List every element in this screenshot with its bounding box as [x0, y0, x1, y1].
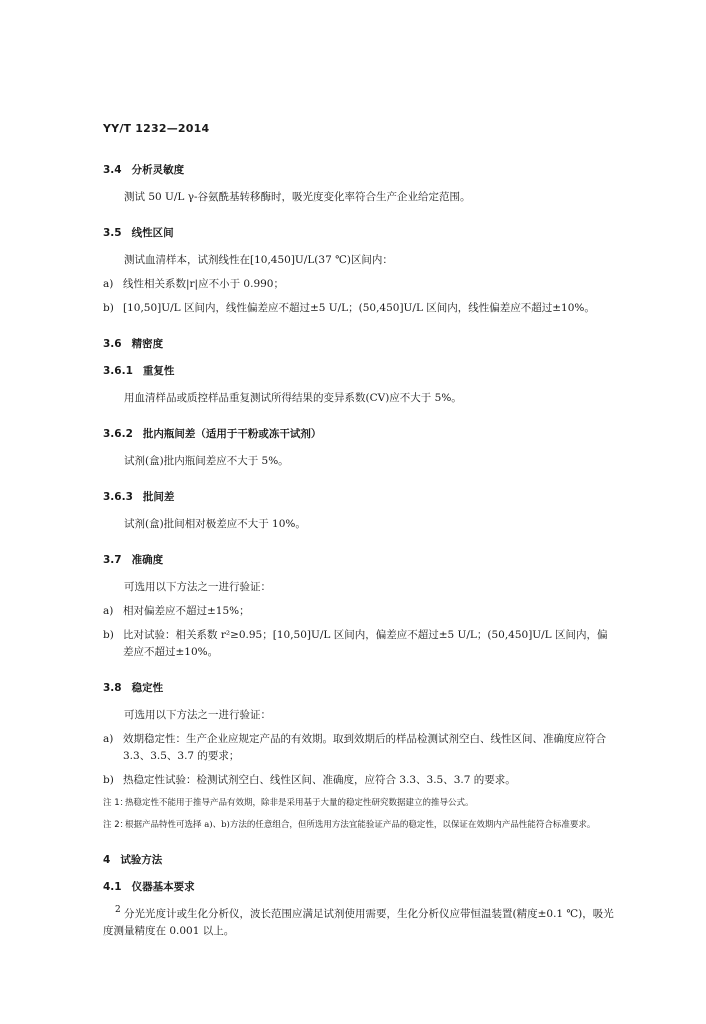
section-3-6-heading: 3.6 精密度 — [103, 338, 164, 350]
section-3-8-heading: 3.8 稳定性 — [103, 682, 164, 694]
section-3-7-intro: 可选用以下方法之一进行验证： — [124, 581, 271, 593]
section-3-5-intro: 测试血清样本，试剂线性在[10,450]U/L(37 ℃)区间内： — [124, 254, 393, 266]
note-1: 注 1： 热稳定性不能用于推导产品有效期，除非是采用基于大量的稳定性研究数据建立的推导公式。 — [103, 798, 474, 808]
section-4-heading: 4 试验方法 — [103, 854, 163, 866]
document-code: YY/T 1232—2014 — [103, 122, 210, 135]
section-3-7-heading: 3.7 准确度 — [103, 554, 164, 566]
section-3-6-2-heading: 3.6.2 批内瓶间差（适用于干粉或冻干试剂） — [103, 428, 322, 440]
section-3-6-3-text: 试剂(盒)批间相对极差应不大于 10%。 — [124, 518, 306, 530]
note-2: 注 2： 根据产品特性可选择 a)、b)方法的任意组合，但所选用方法宜能验证产品的稳定性，以保证在效期内产品性能符合标准要求。 — [103, 820, 596, 830]
section-3-6-1-text: 用血清样品或质控样品重复测试所得结果的变异系数(CV)应不大于 5%。 — [124, 392, 462, 404]
section-3-4-text: 测试 50 U/L γ-谷氨酰基转移酶时，吸光度变化率符合生产企业给定范围。 — [124, 191, 471, 203]
section-4-1-heading: 4.1 仪器基本要求 — [103, 881, 195, 893]
section-3-6-2-text: 试剂(盒)批内瓶间差应不大于 5%。 — [124, 455, 289, 467]
document-body — [103, 162, 615, 940]
list-item: a) 效期稳定性：生产企业应规定产品的有效期。取到效期后的样品检测试剂空白、线性区间、准确度应符合 3.3、3.5、3.7 的要求； — [103, 733, 606, 762]
section-3-5-heading: 3.5 线性区间 — [103, 227, 174, 239]
section-4-1-text: 分光光度计或生化分析仪，波长范围应满足试剂使用需要，生化分析仪应带恒温装置(精度±0.1 ℃)，吸光度测量精度在 0.001 以上。 — [103, 908, 614, 937]
list-item: b) [10,50]U/L 区间内，线性偏差应不超过±5 U/L；(50,450]U/L 区间内，线性偏差应不超过±10%。 — [103, 302, 595, 314]
page-number: 2 — [115, 905, 121, 915]
section-3-6-3-heading: 3.6.3 批间差 — [103, 491, 175, 503]
list-item: a) 线性相关系数|r|应不小于 0.990； — [103, 278, 284, 290]
section-3-6-1-heading: 3.6.1 重复性 — [103, 365, 175, 377]
list-item: a) 相对偏差应不超过±15%； — [103, 605, 250, 617]
list-item: b) 热稳定性试验：检测试剂空白、线性区间、准确度，应符合 3.3、3.5、3.7 的要求。 — [103, 774, 516, 786]
list-item: b) 比对试验：相关系数 r²≥0.95；[10,50]U/L 区间内，偏差应不超过±5 U/L；(50,450]U/L 区间内，偏差应不超过±10%。 — [103, 629, 608, 658]
section-3-4-heading: 3.4 分析灵敏度 — [103, 164, 185, 176]
section-3-8-intro: 可选用以下方法之一进行验证： — [124, 709, 271, 721]
